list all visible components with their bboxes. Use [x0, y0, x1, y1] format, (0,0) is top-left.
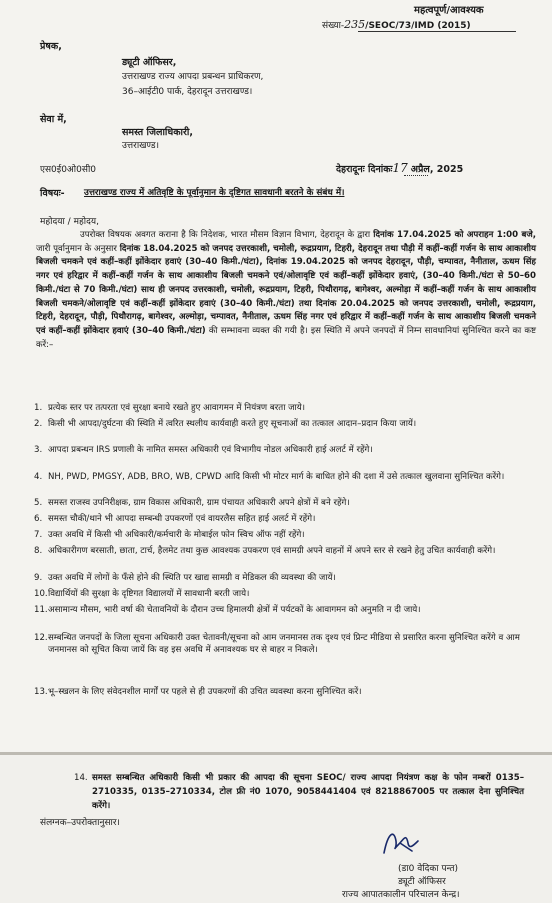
signatory-designation: ड्यूटी ऑफिसर — [398, 877, 446, 887]
item-number: 13. — [34, 687, 48, 697]
list-item-1 — [34, 402, 534, 414]
item-number: 9. — [34, 573, 43, 583]
signatory-name: (डा0 वेदिका पन्त) — [398, 864, 458, 874]
item-text: उक्त अवधि में किसी भी अधिकारी/कर्मचारी के मोबाईल फोन स्विच ऑफ नहीं रहेंगे। — [48, 530, 305, 540]
item-text: NH, PWD, PMGSY, ADB, BRO, WB, CPWD आदि किसी भी मोटर मार्ग के बाधित होने की दशा में उसे तत्काल खुलवाना सुनिश्चित करेंगे। — [48, 472, 505, 482]
item-text: असामान्य मौसम, भारी वर्षा की चेतावनियों के दौरान उच्च हिमालयी क्षेत्रों में पर्यटकों के आवागमन को अनुमति न दी जाये। — [48, 605, 421, 615]
item-text: भू–स्खलन के लिए संवेदनशील मार्गों पर पहले से ही उपकरणों की उचित व्यवस्था करना सुनिश्चित करें। — [48, 687, 362, 697]
date-rest: अप्रैल, 2025 — [410, 164, 464, 175]
salutation: महोदया / महोदय, — [40, 217, 99, 227]
list-item-11 — [34, 604, 534, 616]
ref-number-handwritten: 235 — [344, 18, 366, 31]
list-item-12 — [34, 632, 534, 656]
recipient-name: समस्त जिलाधिकारी, — [122, 127, 193, 138]
item-text: समस्त सम्बन्धित अधिकारी किसी भी प्रकार की आपदा की सूचना SEOC/ राज्य आपदा नियंत्रण कक्ष के फोन नम्बरों 0135–2710335, 0135–2710334, टोल फ्री नं0 1070, 9058441404 एवं 8218867005 पर तत्काल देना सुनिश्चित करेंगे। — [92, 773, 524, 811]
item-number: 3. — [34, 445, 43, 455]
recipient-line1: उत्तराखण्ड। — [122, 141, 160, 151]
sender-line2: 36–आईटी0 पार्क, देहरादून उत्तराखण्ड। — [122, 87, 253, 97]
item-text: आपदा प्रबन्धन IRS प्रणाली के नामित समस्त अधिकारी एवं विभागीय नोडल अधिकारी हाई अलर्ट में रहेंगे। — [48, 445, 373, 455]
item-number: 2. — [34, 419, 43, 429]
list-item-13 — [34, 686, 534, 698]
item-text: किसी भी आपदा/दुर्घटना की स्थिति में त्वरित स्थलीय कार्यवाही करते हुए सूचनाओं का तत्काल आदान–प्रदान किया जायें। — [48, 419, 417, 429]
item-text: समस्त चौकी/थाने भी आपदा सम्बन्धी उपकरणों एवं वायरलैस सहित हाई अलर्ट में रहेंगे। — [48, 514, 316, 524]
body-paragraph: उपरोक्त विषयक अवगत कराना है कि निदेशक, भारत मौसम विज्ञान विभाग, देहरादून के द्वारा दिनांक 17.04.2025 को अपराहन 1:00 बजे, जारी पूर्वानुमान के अनुसार दिनांक 18.04.2025 को जनपद उत्तरकाशी, चमोली, रूद्रप्रयाग, टिहरी, देहरादून तथा पौड़ी में कहीं–कहीं गर्जन के साथ आकाशीय बिजली चमकने एवं कहीं–कहीं झोंकेदार हवाएं (30–40 किमी./घंटा), दिनांक 19.04.2025 को जनपद देहरादून, पौड़ी, चम्पावत, नैनीताल, ऊधम सिंह नगर एवं हरिद्वार में कहीं–कहीं गर्जन के साथ आकाशीय बिजली चमकने एवं/ओलावृष्टि एवं कहीं–कहीं झोंकेदार हवाएं, (30–40 किमी./घंटा से 50–60 किमी./घंटा से 70 किमी./घंटा) साथ ही जनपद उत्तरकाशी, चमोली, रूद्रप्रयाग, टिहरी, पिथौरागढ़, बागेश्वर, अल्मोड़ा में कहीं–कहीं गर्जन के साथ आकाशीय बिजली चमकने/ओलावृष्टि एवं कहीं–कहीं झोंकेदार हवाएं (30–40 किमी./घंटा) तथा दिनांक 20.04.2025 को जनपद उत्तरकाशी, चमोली, रूद्रप्रयाग, टिहरी, देहरादून, पौड़ी, पिथौरागढ़, बागेश्वर, अल्मोड़ा, चम्पावत, नैनीताल, ऊधम सिंह नगर एवं हरिद्वार में कहीं–कहीं गर्जन के साथ आकाशीय बिजली चमकने एवं कहीं–कहीं झोंकेदार हवाएं (30–40 किमी./घंटा) की सम्भावना व्यक्त की गयी है। इस स्थिति में अपने जनपदों में निम्न सावधानियां सुनिश्चित करने का कष्ट करें:– — [36, 230, 537, 350]
item-number: 12. — [34, 633, 48, 643]
sender-name: ड्यूटी ऑफिसर, — [122, 57, 177, 68]
subject-text: उत्तराखण्ड राज्य में अतिवृष्टि के पूर्वानुमान के दृष्टिगत सावधानी बरतने के संबंध में। — [84, 188, 345, 198]
item-number: 8. — [34, 546, 43, 556]
list-item-4 — [34, 471, 534, 483]
recipient-label: सेवा में, — [40, 114, 67, 125]
item-number: 4. — [34, 472, 43, 482]
date-prefix: देहरादूनः दिनांकः — [336, 164, 393, 175]
handwritten-signature — [378, 823, 428, 863]
priority-label: महत्वपूर्ण/आवश्यक — [414, 5, 484, 16]
list-item-9 — [34, 572, 534, 584]
item-number: 5. — [34, 498, 43, 508]
item-number: 1. — [34, 403, 43, 413]
list-item-3 — [34, 444, 534, 456]
item-text: विद्यार्थियों की सुरक्षा के दृष्टिगत विद्यालयों में सावधानी बरती जाये। — [48, 589, 250, 599]
item-text: प्रत्येक स्तर पर तत्परता एवं सुरक्षा बनाये रखते हुए आवागमन में नियंत्रण बरता जाये। — [48, 403, 305, 413]
list-item-7 — [34, 529, 534, 541]
item-text: उक्त अवधि में लोगों के फँसे होने की स्थिति पर खाद्य सामग्री व मेडिकल की व्यवस्था की जायें। — [48, 573, 336, 583]
item-text: सम्बन्धित जनपदों के जिला सूचना अधिकारी उक्त चेतावनी/सूचना को आम जनमानस तक दृश्य एवं प्रिन्ट मीडिया से प्रसारित करना सुनिश्चित करेंगे व आम जनमानस को सूचित किया जायें कि वह इस अवधि में अनावश्यक घर से बाहर न निकले। — [48, 633, 520, 655]
list-item-10 — [34, 588, 534, 600]
sender-label: प्रेषक, — [40, 41, 62, 52]
sender-line1: उत्तराखण्ड राज्य आपदा प्रबन्धन प्राधिकरण, — [122, 72, 264, 82]
list-item-14 — [74, 771, 528, 813]
ref-prefix: संख्या- — [322, 21, 345, 31]
item-number: 7. — [34, 530, 43, 540]
date-underline — [404, 175, 428, 176]
ref-suffix: /SEOC/73/IMD (2015) — [365, 21, 471, 31]
list-item-6 — [34, 513, 534, 525]
enclosure-note: संलग्नक–उपरोक्तानुसार। — [40, 818, 120, 828]
list-item-8 — [34, 545, 534, 557]
signatory-office: राज्य आपातकालीन परिचालन केन्द्र। — [342, 890, 460, 900]
item-text: अधिकारीगण बरसाती, छाता, टार्च, हैलमेट तथा कुछ आवश्यक उपकरण एवं सामग्री अपने वाहनों में अपने स्तर से रखने हेतु उचित कार्यवाही करेंगे। — [48, 546, 496, 556]
item-text: समस्त राजस्व उपनिरीक्षक, ग्राम विकास अधिकारी, ग्राम पंचायत अधिकारी अपने क्षेत्रों में बने रहेंगे। — [48, 498, 350, 508]
subject-label: विषयः- — [40, 188, 65, 199]
item-number: 14. — [74, 773, 88, 783]
list-item-5 — [34, 497, 534, 509]
office-code: एस0ई0ओ0सी0 — [40, 165, 97, 175]
letter-date — [336, 162, 463, 176]
letter-page-2 — [0, 752, 552, 903]
item-number: 6. — [34, 514, 43, 524]
item-number: 10. — [34, 589, 48, 599]
item-number: 11. — [34, 605, 48, 615]
list-item-2 — [34, 418, 534, 430]
date-day-handwritten: 17 — [392, 161, 408, 175]
ref-underline — [358, 31, 516, 32]
